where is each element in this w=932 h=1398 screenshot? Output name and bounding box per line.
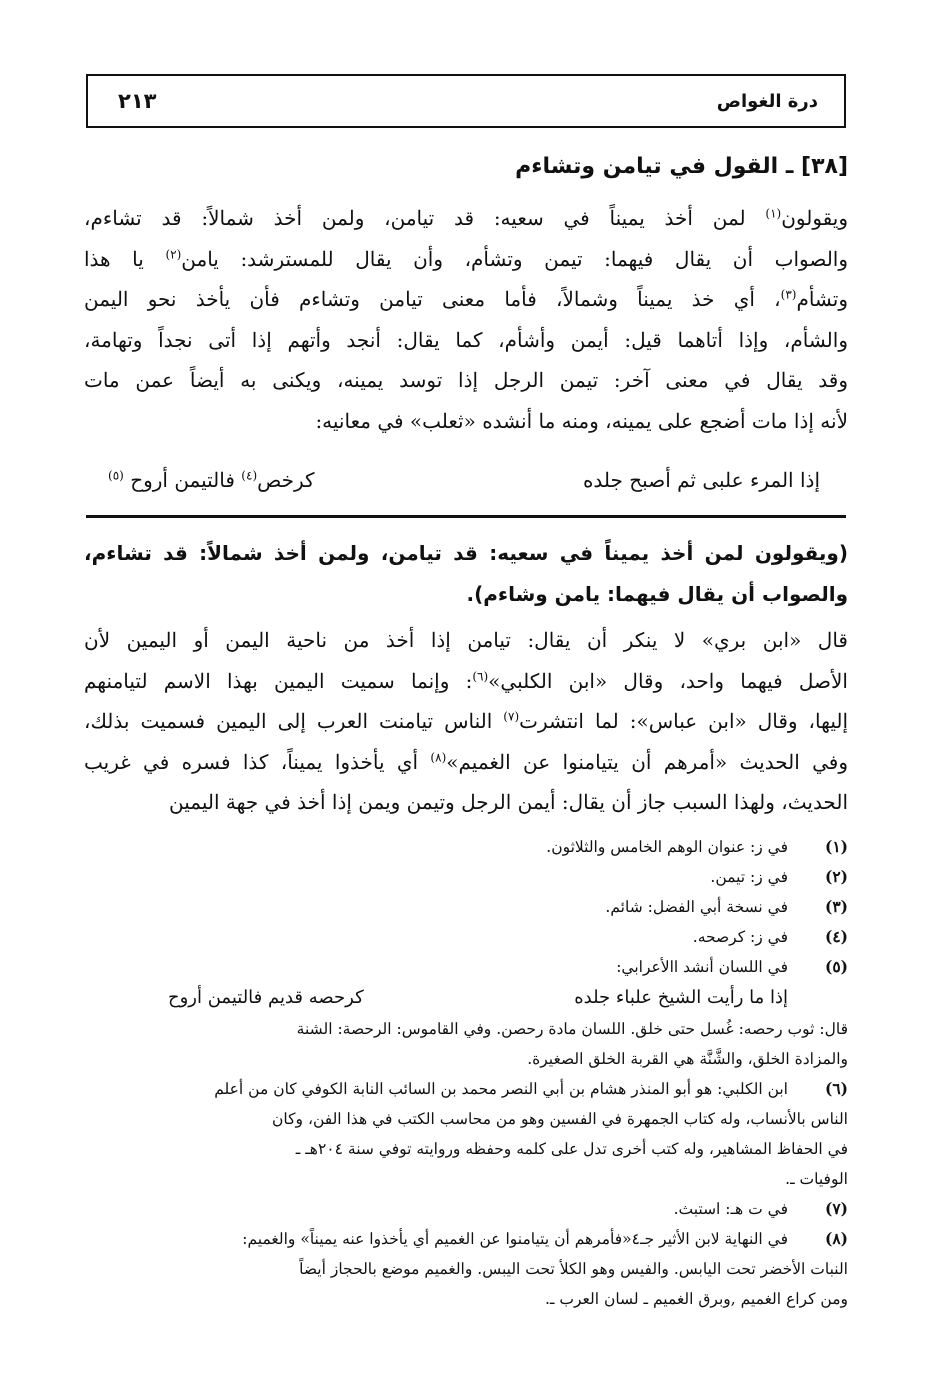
commentary-quote — [84, 533, 848, 614]
text-segment: ، أي خذ يميناً وشمالاً، فأما معنى تيامن وتشاءم فأن يأخذ نحو اليمن — [84, 287, 781, 311]
footnote-line: في ز: كرصحه. — [692, 928, 788, 946]
footnote-line: والمزادة الخلق، والشَّنَّة هي القربة الخلق الصغيرة. — [527, 1050, 848, 1068]
text-segment: لمن أخذ يميناً في سعيه: قد تيامن، ولمن أخذ شمالاً: قد تشاءم، — [84, 206, 766, 230]
footnote-number: (١) — [824, 837, 848, 856]
footnote-ref: (٨) — [430, 749, 447, 764]
text-segment: والصواب أن يقال فيهما: تيمن وتشأم، وأن يقال للمسترشد: يامن — [181, 246, 848, 271]
footnote-ref: (٧) — [503, 709, 520, 724]
verse-word: كرخص — [257, 468, 315, 492]
footnote-line: الوفيات ـ. — [785, 1170, 848, 1188]
text-line — [84, 239, 848, 280]
text-line — [84, 661, 848, 702]
footnote-line: في النهاية لابن الأثير جـ٤«فأمرهم أن يتيامنوا عن الغميم أي يأخذوا عنه يميناً» والغميم: — [242, 1230, 788, 1248]
footnote — [78, 862, 848, 892]
footnote-number: (٥) — [824, 957, 848, 976]
text-segment: أي يأخذوا يميناً، كذا فسره في غريب — [84, 749, 431, 774]
text-line — [84, 279, 848, 320]
text-segment: الأصل فيهما واحد، وقال «ابن الكلبي» — [488, 668, 848, 693]
footnotes — [78, 832, 848, 1314]
footnote-ref: (٢) — [165, 246, 182, 261]
text-line: والصواب أن يقال فيهما: يامن وشاءم). — [466, 581, 848, 606]
text-line — [84, 401, 848, 442]
text-segment: لأنه إذا مات أضجع على يمينه، ومنه ما أنشده «ثعلب» في معانيه: — [315, 408, 848, 433]
running-header — [86, 74, 846, 128]
footnote-number: (٤) — [824, 927, 848, 946]
text-line — [84, 320, 848, 361]
footnote-ref: (٥) — [108, 468, 124, 483]
book-title: درة الغواص — [716, 90, 818, 112]
text-line — [84, 620, 848, 661]
footnote — [78, 832, 848, 862]
text-segment: الحديث، ولهذا السبب جاز أن يقال: أيمن الرجل وتيمن ويمن إذا أخذ في جهة اليمين — [169, 790, 848, 814]
text-line: (ويقولون لمن أخذ يميناً في سعيه: قد تيامن، ولمن أخذ شمالاً: قد تشاءم، — [84, 541, 848, 565]
text-segment: وفي الحديث «أمرهم أن يتيامنوا عن الغميم» — [446, 749, 848, 774]
verse-word: فالتيمن أروح — [130, 468, 242, 492]
text-segment: الناس تيامنت العرب إلى اليمين فسميت بذلك، — [84, 709, 504, 733]
footnote-line: الناس بالأنساب، وله كتاب الجمهرة في الفسين وهو من محاسب الكتب في هذا الفن، وكان — [272, 1110, 848, 1128]
text-line — [84, 198, 848, 239]
text-segment: وقد يقال في معنى آخر: تيمن الرجل إذا توسد يمينه، ويكنى به أيضاً عمن مات — [84, 368, 848, 392]
footnote-line: ابن الكلبي: هو أبو المنذر هشام بن أبي النصر محمد بن السائب النابة الكوفي كان من أعلم — [214, 1080, 788, 1098]
footnote — [78, 922, 848, 952]
footnote-number: (٢) — [824, 867, 848, 886]
footnote-line: ومن كراع الغميم ,وبرق الغميم ـ لسان العرب ـ. — [544, 1290, 848, 1308]
footnote-ref: (١) — [765, 206, 782, 221]
text-line — [84, 742, 848, 783]
footnote-line: النبات الأخضر تحت اليابس. والفيس وهو الكلأ تحت اليبس. والغميم موضع بالحجاز أيضاً — [299, 1260, 848, 1278]
page-number: ٢١٣ — [118, 89, 157, 113]
footnote — [78, 952, 848, 1074]
footnote-line: في ت هـ: استبث. — [673, 1200, 788, 1218]
footnote-line: قال: ثوب رحصه: غُسل حتى خلق. اللسان مادة رحصن. وفي القاموس: الرحصة: الشنة — [296, 1020, 848, 1038]
text-segment: إليها، وقال «ابن عباس»: لما انتشرت — [519, 709, 849, 733]
footnote-line: في نسخة أبي الفضل: شائم. — [605, 898, 788, 916]
section-heading: [٣٨] ـ القول في تيامن وتشاءم — [515, 154, 848, 179]
footnote-ref: (٦) — [472, 668, 489, 683]
footnote-ref: (٣) — [780, 287, 797, 302]
footnote-line: في ز: عنوان الوهم الخامس والثلاثون. — [546, 838, 788, 856]
verse-line — [108, 468, 820, 492]
verse-hemistich-right: إذا المرء علبى ثم أصبح جلده — [582, 468, 820, 492]
verse-hemistich-left — [108, 468, 315, 492]
footnote-verse — [78, 982, 788, 1014]
text-line — [84, 782, 848, 823]
verse-hemistich-left: كرحصه قديم فالتيمن أروح — [168, 987, 364, 1008]
footnote-ref: (٤) — [241, 468, 258, 483]
text-segment: : وإنما سميت اليمين بهذا الاسم لتيامنهم — [84, 668, 473, 693]
footnote-line: في الحفاظ المشاهير، وله كتب أخرى تدل على كلمه وحفظه وروايته توفي سنة ٢٠٤هـ ـ — [295, 1140, 848, 1158]
text-segment: وتشأم — [796, 287, 848, 311]
verse-hemistich-right: إذا ما رأيت الشيخ علباء جلده — [574, 987, 788, 1008]
footnote-number: (٧) — [824, 1199, 848, 1218]
text-segment: قال «ابن بري» لا ينكر أن يقال: تيامن إذا أخذ من ناحية اليمن أو اليمين لأن — [84, 628, 848, 652]
footnote — [78, 892, 848, 922]
commentary-body — [84, 620, 848, 823]
footnote-number: (٦) — [824, 1079, 848, 1098]
text-line — [84, 360, 848, 401]
text-segment: يا هذا — [84, 246, 166, 271]
footnote-line: في اللسان أنشد االأعرابي: — [616, 958, 788, 976]
text-line — [84, 701, 848, 742]
footnote — [78, 1224, 848, 1314]
text-segment: ويقولون — [781, 206, 848, 230]
text-segment: والشأم، وإذا أتاهما قيل: أيمن وأشأم، كما يقال: أنجد وأتهم إذا أتى نجداً وتهامة، — [84, 327, 848, 352]
section-divider — [86, 515, 846, 518]
footnote — [78, 1194, 848, 1224]
footnote-number: (٨) — [824, 1229, 848, 1248]
main-paragraph — [84, 198, 848, 441]
footnote-number: (٣) — [824, 897, 848, 916]
footnote-line: في ز: تيمن. — [710, 868, 788, 886]
footnote — [78, 1074, 848, 1194]
